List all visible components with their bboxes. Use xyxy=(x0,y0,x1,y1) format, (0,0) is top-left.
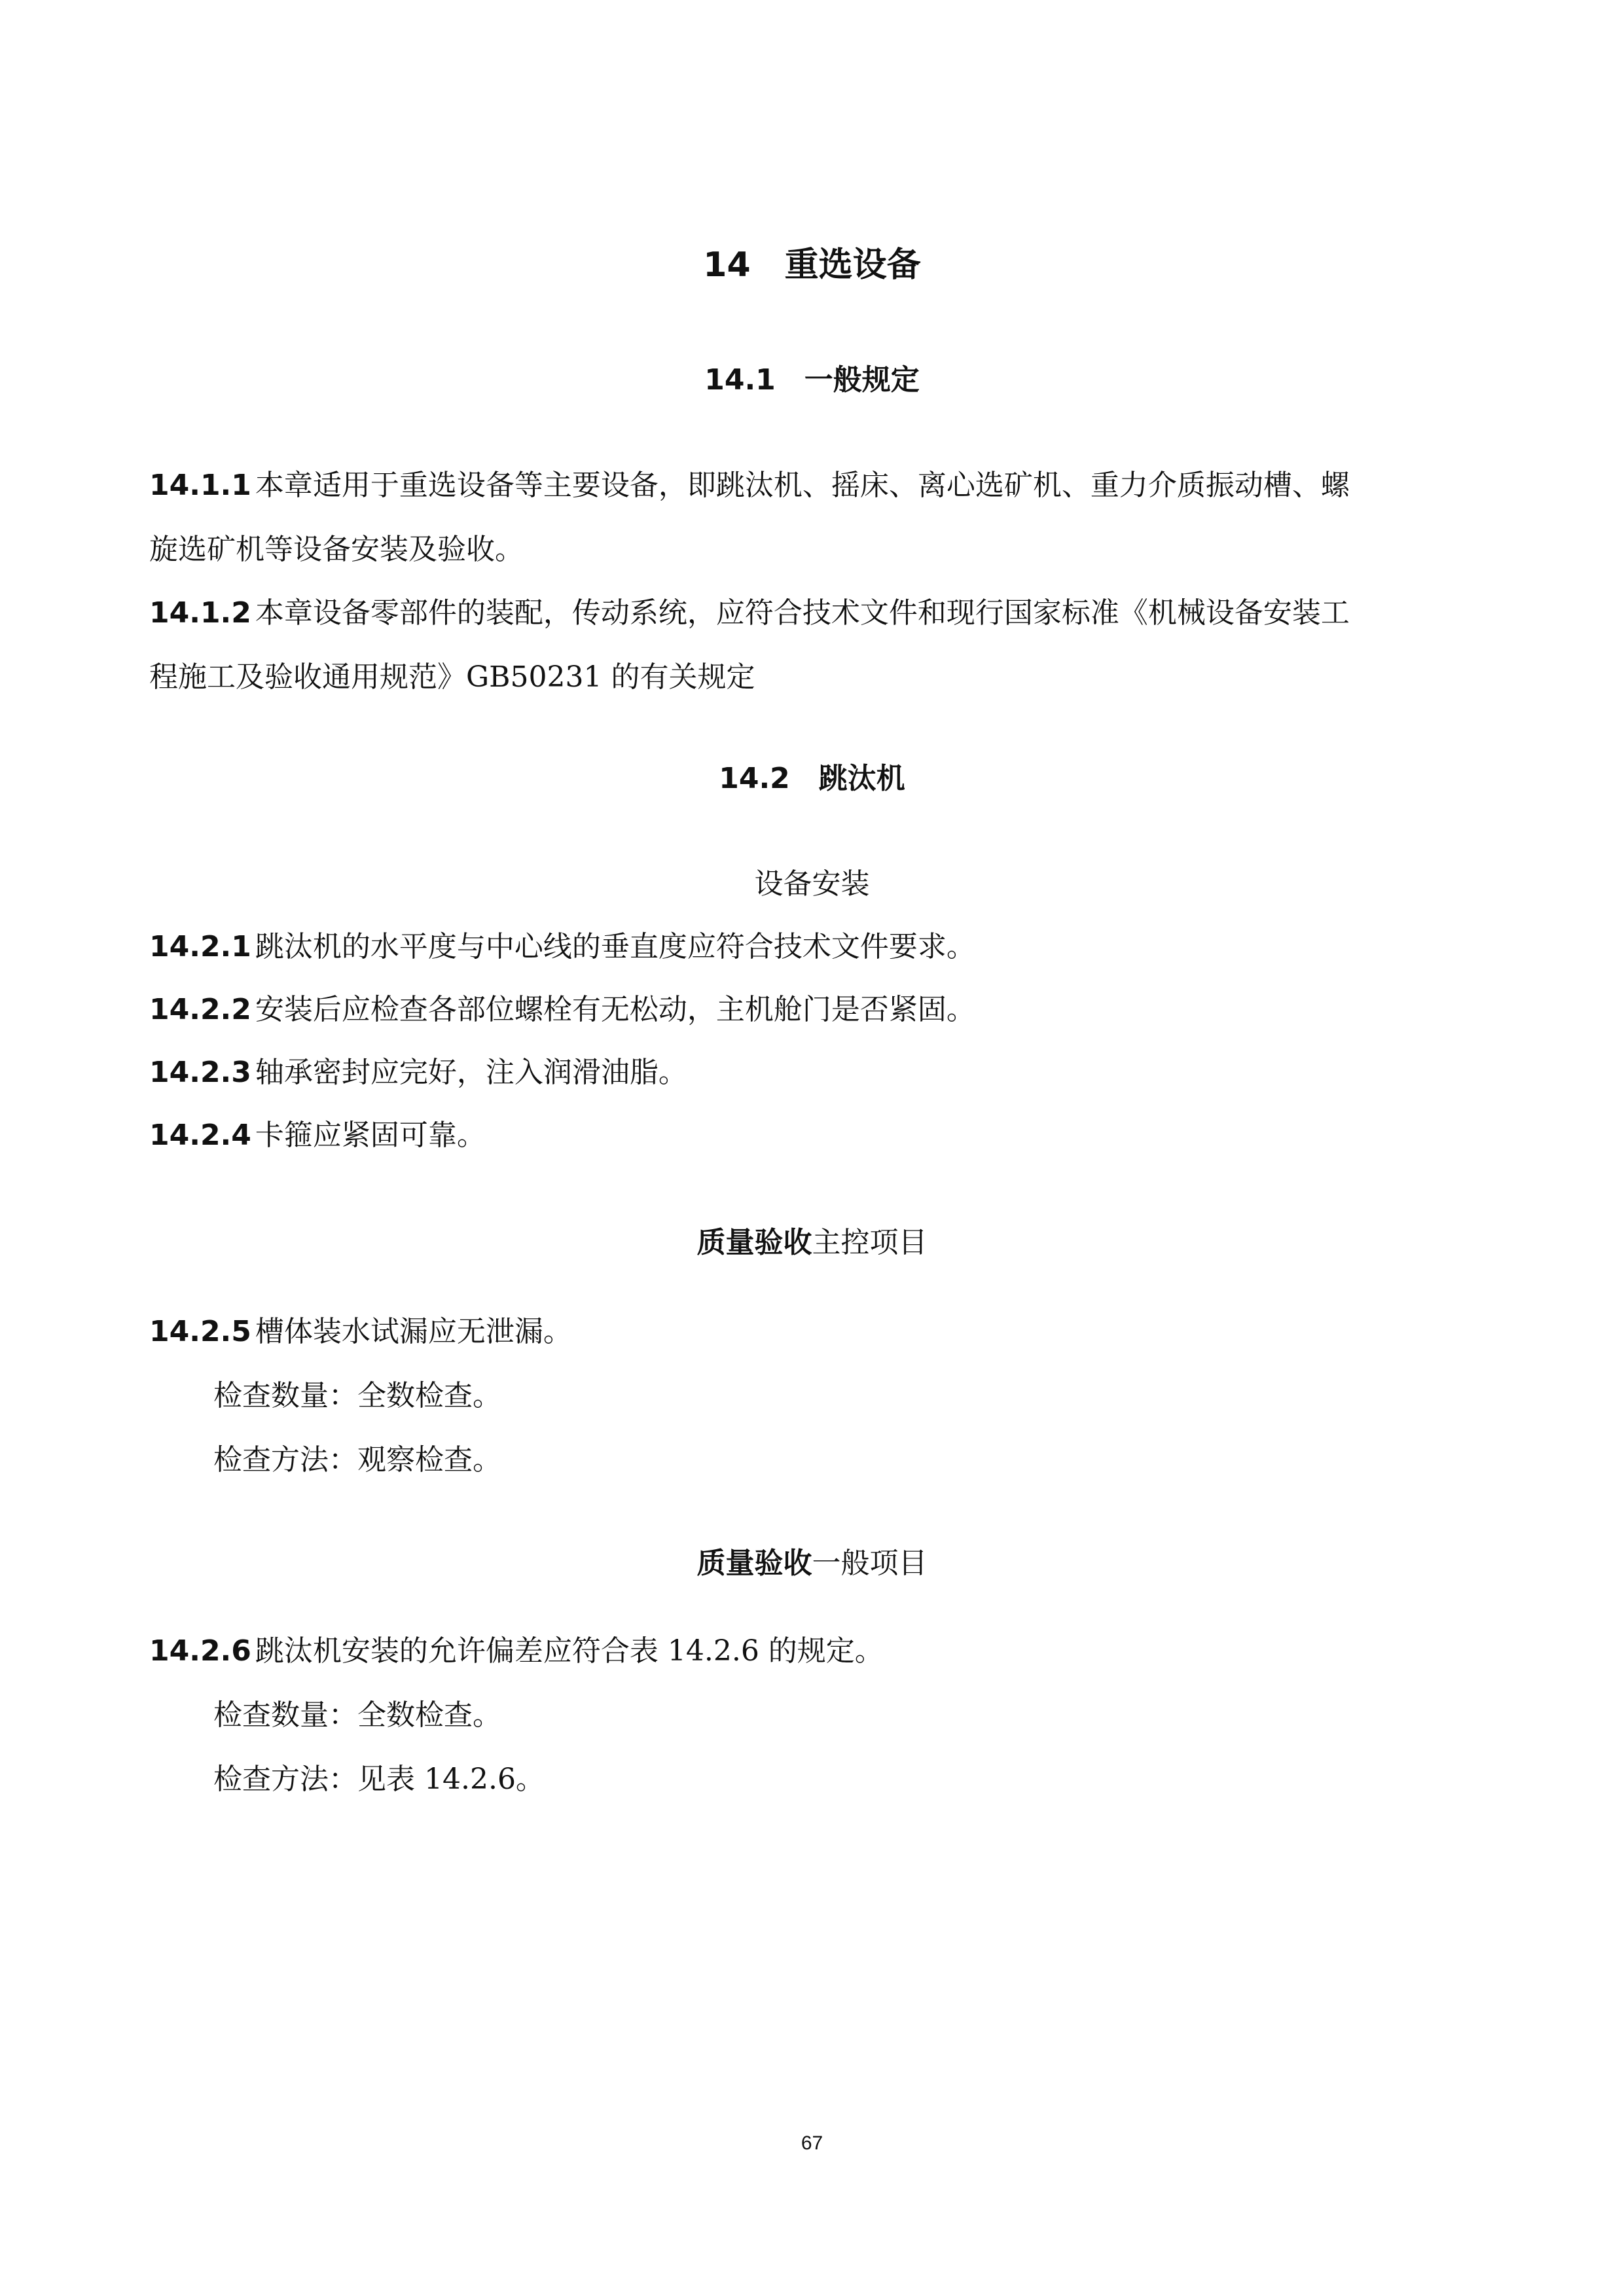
clause-text: 跳汰机安装的允许偏差应符合表 14.2.6 的规定。 xyxy=(255,1634,884,1668)
chapter-number: 14 xyxy=(703,245,751,285)
section-number: 14.1 xyxy=(704,363,776,397)
clause-number: 14.2.2 xyxy=(149,993,251,1026)
section-title-14-2 xyxy=(0,755,1624,797)
subheading-bold: 质量验收 xyxy=(696,1547,812,1580)
subheading-install: 设备安装 xyxy=(754,867,870,901)
clause-14-2-5 xyxy=(149,1308,572,1350)
subheading-normal: 主控项目 xyxy=(812,1226,928,1259)
chapter-title-text: 重选设备 xyxy=(784,245,921,285)
section-number: 14.2 xyxy=(719,762,790,795)
clause-14-1-1-line1 xyxy=(149,461,1350,503)
clause-number: 14.2.5 xyxy=(149,1315,251,1348)
clause-14-2-4 xyxy=(149,1111,486,1153)
page-number: 67 xyxy=(801,2132,823,2154)
clause-text: 槽体装水试漏应无泄漏。 xyxy=(255,1315,572,1348)
clause-14-1-2-line2: 程施工及验收通用规范》GB50231 的有关规定 xyxy=(149,660,755,694)
clause-text: 本章适用于重选设备等主要设备，即跳汰机、摇床、离心选矿机、重力介质振动槽、螺 xyxy=(255,469,1350,502)
clause-number: 14.2.3 xyxy=(149,1056,251,1089)
clause-14-2-1 xyxy=(149,923,975,965)
section-title-text: 一般规定 xyxy=(804,363,920,397)
clause-number: 14.1.1 xyxy=(149,469,251,502)
clause-number: 14.2.6 xyxy=(149,1634,251,1668)
subheading-general-items xyxy=(0,1539,1624,1581)
check-method: 检查方法：观察检查。 xyxy=(213,1443,501,1477)
clause-14-1-1-line2: 旋选矿机等设备安装及验收。 xyxy=(149,533,524,566)
check-quantity: 检查数量：全数检查。 xyxy=(213,1698,501,1732)
subheading-normal: 一般项目 xyxy=(812,1547,928,1580)
clause-text: 安装后应检查各部位螺栓有无松动，主机舱门是否紧固。 xyxy=(255,993,975,1026)
clause-number: 14.2.4 xyxy=(149,1119,251,1152)
clause-text: 本章设备零部件的装配，传动系统，应符合技术文件和现行国家标准《机械设备安装工 xyxy=(255,596,1350,630)
subheading-bold: 质量验收 xyxy=(696,1226,812,1259)
clause-14-1-2-line1 xyxy=(149,589,1350,631)
clause-number: 14.2.1 xyxy=(149,930,251,963)
check-method: 检查方法：见表 14.2.6。 xyxy=(213,1763,545,1796)
clause-14-2-2 xyxy=(149,986,975,1028)
clause-14-2-3 xyxy=(149,1049,687,1090)
section-title-14-1 xyxy=(0,356,1624,398)
clause-14-2-6 xyxy=(149,1627,884,1669)
chapter-title xyxy=(0,237,1624,286)
subheading-main-items xyxy=(0,1219,1624,1261)
clause-text: 卡箍应紧固可靠。 xyxy=(255,1119,486,1152)
section-title-text: 跳汰机 xyxy=(818,762,905,795)
clause-number: 14.1.2 xyxy=(149,596,251,630)
clause-text: 跳汰机的水平度与中心线的垂直度应符合技术文件要求。 xyxy=(255,930,975,963)
check-quantity: 检查数量：全数检查。 xyxy=(213,1379,501,1412)
clause-text: 轴承密封应完好，注入润滑油脂。 xyxy=(255,1056,687,1089)
